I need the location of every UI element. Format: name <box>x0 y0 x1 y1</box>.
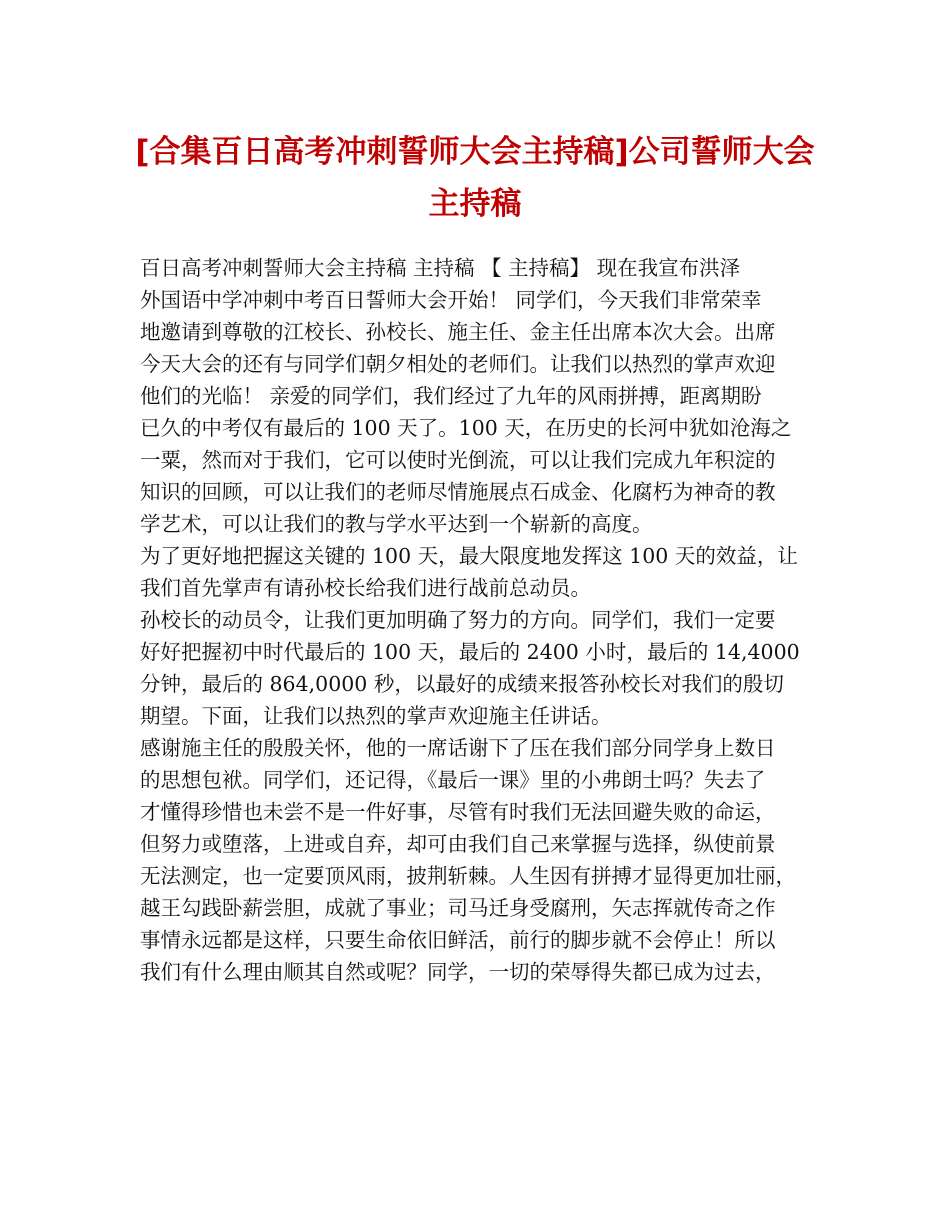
body-line: 他们的光临！ 亲爱的同学们，我们经过了九年的风雨拼搏，距离期盼 <box>140 384 762 408</box>
body-line: 地邀请到尊敬的江校长、孙校长、施主任、金主任出席本次大会。出席 <box>140 320 776 344</box>
body-line: 感谢施主任的殷殷关怀，他的一席话谢下了压在我们部分同学身上数日 <box>140 736 776 760</box>
body-line: 越王勾践卧薪尝胆，成就了事业；司马迁身受腐刑，矢志挥就传奇之作 <box>140 896 776 920</box>
body-line: 期望。下面，让我们以热烈的掌声欢迎施主任讲话。 <box>140 704 612 728</box>
body-line: 孙校长的动员令，让我们更加明确了努力的方向。同学们，我们一定要 <box>140 608 776 632</box>
body-line: 分钟，最后的 864,0000 秒，以最好的成绩来报答孙校长对我们的殷切 <box>140 672 784 696</box>
body-line: 的思想包袱。同学们，还记得，《最后一课》里的小弗朗士吗？失去了 <box>140 768 766 792</box>
body-line: 学艺术，可以让我们的教与学水平达到一个崭新的高度。 <box>140 512 653 536</box>
body-line: 一粟，然而对于我们，它可以使时光倒流，可以让我们完成九年积淀的 <box>140 448 776 472</box>
document-title: [合集百日高考冲刺誓师大会主持稿]公司誓师大会主持稿 <box>135 134 815 222</box>
body-line: 无法测定，也一定要顶风雨，披荆斩棘。人生因有拼搏才显得更加壮丽， <box>140 864 796 888</box>
body-line: 百日高考冲刺誓师大会主持稿 主持稿 【 主持稿】 现在我宣布洪泽 <box>140 256 741 280</box>
body-line: 知识的回顾，可以让我们的老师尽情施展点石成金、化腐朽为神奇的教 <box>140 480 776 504</box>
body-line: 好好把握初中时代最后的 100 天，最后的 2400 小时，最后的 14,4000 <box>140 640 800 664</box>
body-line: 已久的中考仅有最后的 100 天了。100 天，在历史的长河中犹如沧海之 <box>140 416 792 440</box>
body-line: 我们有什么理由顺其自然或呢？同学，一切的荣辱得失都已成为过去， <box>140 960 776 984</box>
body-line: 才懂得珍惜也未尝不是一件好事，尽管有时我们无法回避失败的命运， <box>140 800 776 824</box>
body-line: 今天大会的还有与同学们朝夕相处的老师们。让我们以热烈的掌声欢迎 <box>140 352 776 376</box>
body-line: 我们首先掌声有请孙校长给我们进行战前总动员。 <box>140 576 591 600</box>
document-body <box>140 252 830 988</box>
body-line: 为了更好地把握这关键的 100 天，最大限度地发挥这 100 天的效益，让 <box>140 544 798 568</box>
body-line: 但努力或堕落，上进或自弃，却可由我们自己来掌握与选择，纵使前景 <box>140 832 776 856</box>
body-line: 事情永远都是这样，只要生命依旧鲜活，前行的脚步就不会停止！所以 <box>140 928 776 952</box>
body-line: 外国语中学冲刺中考百日誓师大会开始！ 同学们，今天我们非常荣幸 <box>140 288 762 312</box>
